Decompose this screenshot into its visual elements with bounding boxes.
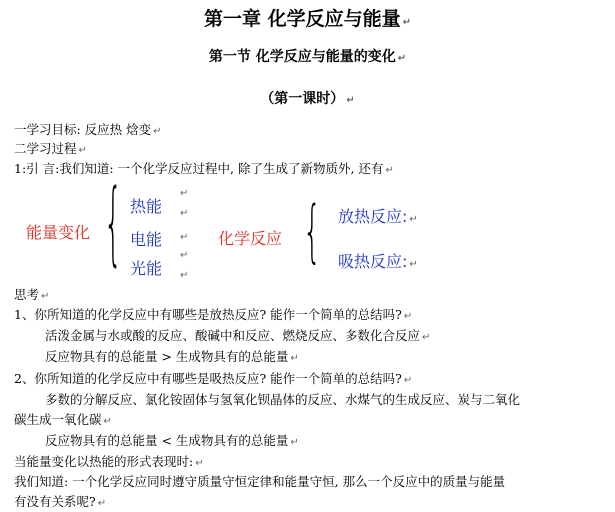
question-1: 1、你所知道的化学反应中有哪些是放热反应? 能作一个简单的总结吗? ↵: [14, 307, 413, 322]
form-heat: 热能: [130, 197, 163, 216]
right-brace: {: [303, 192, 322, 271]
process-line: 二学习过程 ↵: [14, 141, 87, 156]
answer-1-examples: 活泼金属与水或酸的反应、酸碱中和反应、燃烧反应、多数化合反应 ↵: [45, 328, 431, 343]
paragraph-mark: ↵: [180, 270, 189, 281]
answer-2-examples: 多数的分解反应、氯化铵固体与氢氧化钡晶体的反应、水煤气的生成反应、炭与二氧化: [45, 392, 521, 407]
section-title: 第一节 化学反应与能量的变化 ↵: [208, 49, 407, 65]
conservation-line-cont: 有没有关系呢? ↵: [14, 494, 107, 509]
goal-line: 一学习目标: 反应热 焓变 ↵: [14, 122, 162, 137]
question-2: 2、你所知道的化学反应中有哪些是吸热反应? 能作一个简单的总结吗? ↵: [14, 371, 413, 386]
answer-1-energy: 反应物具有的总能量 > 生成物具有的总能量 ↵: [45, 349, 299, 364]
paragraph-mark: ↵: [180, 188, 189, 199]
paragraph-mark: ↵: [180, 232, 189, 243]
energy-change-label: 能量变化: [26, 223, 91, 242]
answer-2-energy: 反应物具有的总能量 < 生成物具有的总能量 ↵: [45, 433, 299, 448]
lesson-title: （第一课时） ↵: [260, 91, 355, 107]
intro-line: 1:引 言:我们知道: 一个化学反应过程中, 除了生成了新物质外, 还有 ↵: [14, 161, 394, 176]
paragraph-mark: ↵: [180, 250, 189, 261]
paragraph-mark: ↵: [180, 208, 189, 219]
chapter-title: 第一章 化学反应与能量 ↵: [203, 8, 411, 30]
exothermic-label: 放热反应: ↵: [338, 207, 418, 226]
form-light: 光能: [130, 259, 163, 278]
chem-reaction-label: 化学反应: [218, 229, 283, 248]
conservation-line: 我们知道: 一个化学反应同时遵守质量守恒定律和能量守恒, 那么一个反应中的质量与能量: [14, 474, 506, 489]
think-heading: 思考 ↵: [14, 287, 50, 302]
heat-form-line: 当能量变化以热能的形式表现时: ↵: [14, 454, 204, 469]
endothermic-label: 吸热反应: ↵: [338, 252, 418, 271]
left-brace: {: [104, 171, 123, 276]
answer-2-examples-cont: 碳生成一氧化碳 ↵: [14, 412, 112, 427]
form-electric: 电能: [130, 230, 163, 249]
